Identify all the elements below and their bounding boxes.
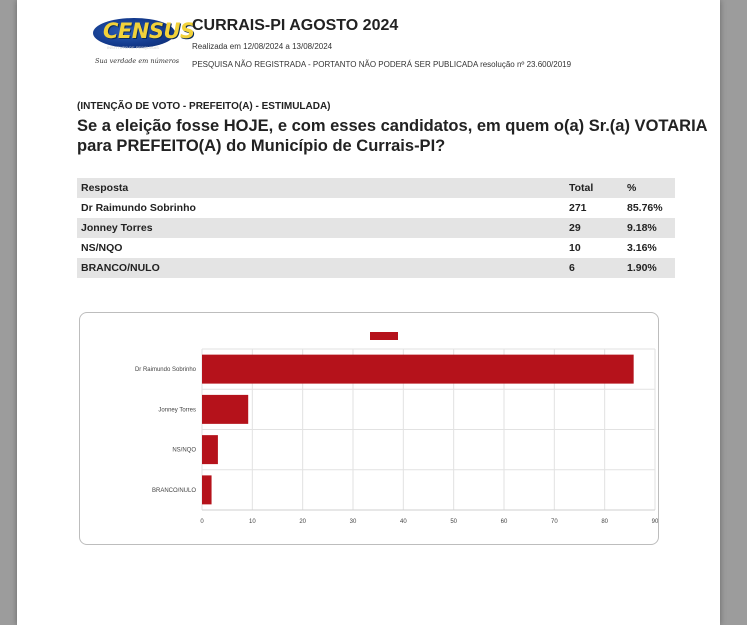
bar: [202, 355, 634, 384]
header-pct: %: [627, 182, 637, 194]
table-row: [77, 238, 675, 258]
category-label: NS/NQO: [172, 447, 196, 454]
bar-chart-svg: [80, 313, 658, 544]
cell-resposta: Jonney Torres: [81, 222, 153, 234]
cell-resposta: NS/NQO: [81, 242, 123, 254]
bar: [202, 435, 218, 464]
table-row: [77, 198, 675, 218]
category-label: Dr Raimundo Sobrinho: [134, 367, 196, 374]
census-logo: [89, 14, 201, 70]
report-title: CURRAIS-PI AGOSTO 2024: [192, 17, 399, 34]
cell-total: 29: [569, 222, 581, 234]
cell-resposta: Dr Raimundo Sobrinho: [81, 202, 196, 214]
bar: [202, 475, 212, 504]
cell-pct: 1.90%: [627, 262, 657, 274]
table-header-row: [77, 178, 675, 198]
table-row: [77, 258, 675, 278]
legend-swatch: [370, 332, 398, 340]
logo-subtext: INSTITUTO DE PESQUISAS: [107, 45, 159, 50]
header-total: Total: [569, 182, 594, 194]
x-tick-label: 90: [651, 519, 658, 525]
report-page: [17, 0, 720, 625]
cell-pct: 85.76%: [627, 202, 663, 214]
x-tick-label: 10: [248, 519, 256, 525]
question-category: (INTENÇÃO DE VOTO - PREFEITO(A) - ESTIMULADA): [77, 101, 331, 112]
cell-pct: 9.18%: [627, 222, 657, 234]
registration-notice: PESQUISA NÃO REGISTRADA - PORTANTO NÃO PODERÁ SER PUBLICADA resolução nº 23.600/2019: [192, 60, 572, 69]
cell-total: 271: [569, 202, 587, 214]
x-tick-label: 40: [399, 519, 407, 525]
bar-chart: [79, 312, 659, 545]
cell-resposta: BRANCO/NULO: [81, 262, 160, 274]
results-table: [77, 178, 675, 278]
report-date: Realizada em 12/08/2024 a 13/08/2024: [192, 42, 333, 51]
table-row: [77, 218, 675, 238]
question-text: Se a eleição fosse HOJE, e com esses candidatos, em quem o(a) Sr.(a) VOTARIA para PREFEITO(A) do Município de Currais-PI?: [77, 117, 707, 155]
cell-total: 6: [569, 262, 575, 274]
x-tick-label: 70: [550, 519, 558, 525]
cell-pct: 3.16%: [627, 242, 657, 254]
x-tick-label: 50: [450, 519, 458, 525]
x-tick-label: 60: [500, 519, 508, 525]
logo-tagline: Sua verdade em números: [95, 57, 180, 65]
logo-text: CENSUS: [103, 19, 195, 43]
x-tick-label: 0: [200, 519, 204, 525]
category-label: Jonney Torres: [158, 407, 196, 414]
bar: [202, 395, 248, 424]
x-tick-label: 20: [299, 519, 307, 525]
header-resposta: Resposta: [81, 182, 129, 194]
x-tick-label: 80: [601, 519, 609, 525]
x-tick-label: 30: [349, 519, 357, 525]
cell-total: 10: [569, 242, 581, 254]
category-label: BRANCO/NULO: [151, 487, 196, 494]
